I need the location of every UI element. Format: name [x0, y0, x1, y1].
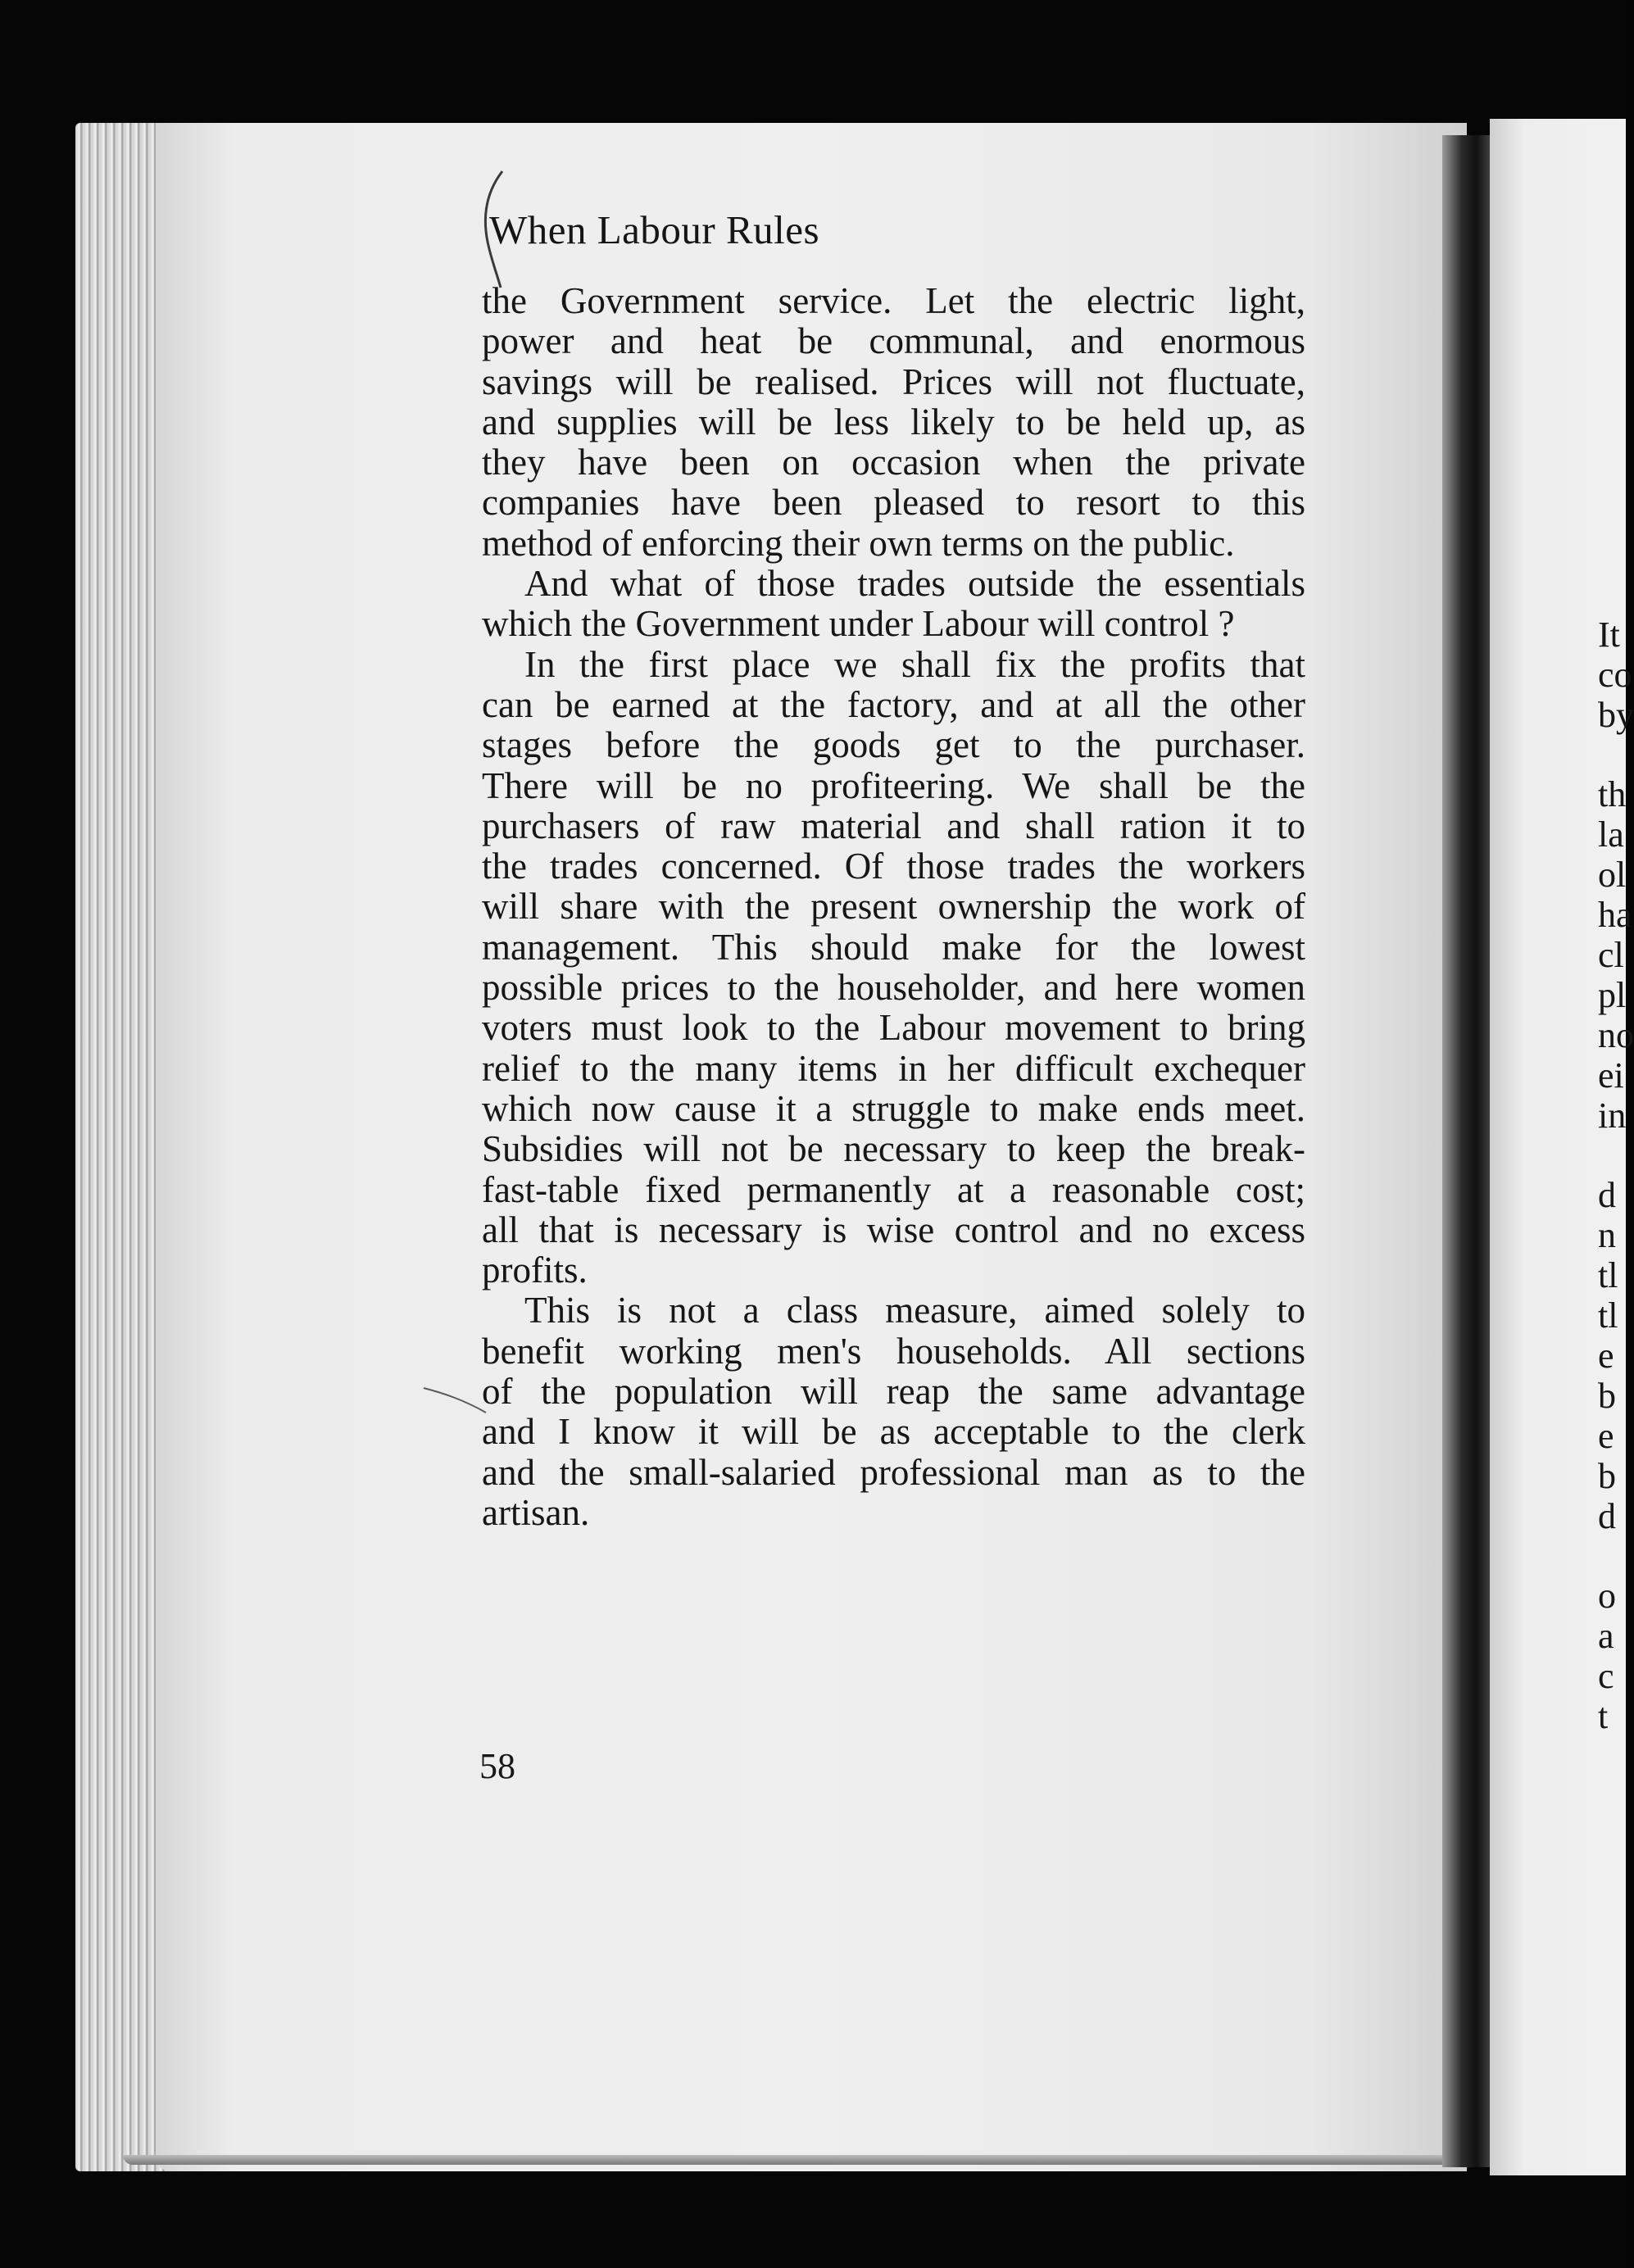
- facing-page-fragment: b: [1598, 1456, 1616, 1496]
- page-number: 58: [479, 1746, 515, 1786]
- facing-page-fragment: b: [1598, 1376, 1616, 1416]
- paragraph: [482, 1290, 1305, 1533]
- pencil-margin-stroke: [422, 1385, 488, 1418]
- text-line: This is not a class measure, aimed solely to: [524, 1290, 1305, 1331]
- text-line: the Government service. Let the electric light,: [482, 280, 1305, 321]
- facing-page-fragment: la: [1598, 814, 1624, 855]
- facing-page-fragment: ol: [1598, 855, 1627, 895]
- text-line: benefit working men's households. All sections: [482, 1330, 1305, 1372]
- text-line: and the small-salaried professional man as to the: [482, 1451, 1305, 1493]
- text-line: And what of those trades outside the essentials: [524, 563, 1305, 605]
- facing-page-fragment: co: [1598, 655, 1632, 695]
- facing-page-fragment: t: [1598, 1696, 1609, 1736]
- paragraph: [482, 281, 1305, 564]
- facing-page-fragment: by: [1598, 695, 1634, 735]
- text-line: stages before the goods get to the purchaser.: [482, 724, 1305, 766]
- facing-page-fragment: e: [1598, 1416, 1614, 1456]
- facing-page-fragment: d: [1598, 1175, 1616, 1215]
- text-line: voters must look to the Labour movement to bring: [482, 1007, 1305, 1049]
- facing-page-fragment: tl: [1598, 1295, 1618, 1336]
- text-line: and I know it will be as acceptable to the clerk: [482, 1411, 1305, 1453]
- facing-page-fragment: in: [1598, 1095, 1627, 1136]
- text-line: artisan.: [482, 1491, 590, 1533]
- text-line: profits.: [482, 1250, 588, 1291]
- facing-page-fragment: tl: [1598, 1255, 1618, 1295]
- facing-page-fragment: ei: [1598, 1055, 1624, 1095]
- facing-page-fragment: d: [1598, 1496, 1616, 1536]
- facing-page-fragment: th: [1598, 774, 1627, 814]
- facing-page-fragment: no: [1598, 1015, 1634, 1055]
- facing-page-fragment: ha: [1598, 895, 1632, 935]
- paragraph: [482, 564, 1305, 645]
- bottom-page-edge: [123, 2155, 1467, 2165]
- facing-page-fragment: n: [1598, 1215, 1616, 1255]
- text-line: the trades concerned. Of those trades the workers: [482, 846, 1305, 887]
- text-line: all that is necessary is wise control and no excess: [482, 1209, 1305, 1250]
- text-line: can be earned at the factory, and at all the other: [482, 683, 1305, 725]
- facing-page-text: [1598, 615, 1634, 1736]
- running-head: When Labour Rules: [489, 207, 820, 252]
- text-line: purchasers of raw material and shall ration it to: [482, 805, 1305, 846]
- text-line: of the population will reap the same advantage: [482, 1371, 1305, 1413]
- text-line: possible prices to the householder, and here women: [482, 967, 1305, 1009]
- facing-page-fragment: o: [1598, 1576, 1616, 1616]
- facing-page-fragment: a: [1598, 1616, 1614, 1656]
- facing-page-fragment: cl: [1598, 935, 1624, 975]
- text-line: companies have been pleased to resort to this: [482, 482, 1305, 524]
- facing-page-fragment: e: [1598, 1336, 1614, 1376]
- text-line: will share with the present ownership the work of: [482, 886, 1305, 928]
- text-line: relief to the many items in her difficult exchequer: [482, 1047, 1305, 1089]
- text-line: management. This should make for the lowest: [482, 926, 1305, 968]
- text-line: fast-table fixed permanently at a reasonable cost;: [482, 1168, 1305, 1210]
- text-line: In the first place we shall fix the profits that: [524, 643, 1305, 685]
- facing-page-fragment: pl: [1598, 975, 1627, 1015]
- book-gutter: [1442, 135, 1491, 2167]
- text-line: and supplies will be less likely to be held up, as: [482, 401, 1305, 442]
- paragraph: [482, 645, 1305, 1291]
- text-line: method of enforcing their own terms on the public.: [482, 522, 1235, 564]
- body-text: [482, 281, 1305, 1533]
- text-line: power and heat be communal, and enormous: [482, 320, 1305, 362]
- text-line: savings will be realised. Prices will not fluctuate,: [482, 361, 1305, 402]
- text-line: Subsidies will not be necessary to keep the break-: [482, 1128, 1305, 1170]
- facing-page-fragment: It: [1598, 615, 1620, 655]
- text-line: which now cause it a struggle to make ends meet.: [482, 1087, 1305, 1129]
- text-line: There will be no profiteering. We shall be the: [482, 764, 1305, 806]
- facing-page-fragment: c: [1598, 1656, 1614, 1696]
- text-line: they have been on occasion when the private: [482, 442, 1305, 483]
- text-line: which the Government under Labour will control ?: [482, 603, 1235, 645]
